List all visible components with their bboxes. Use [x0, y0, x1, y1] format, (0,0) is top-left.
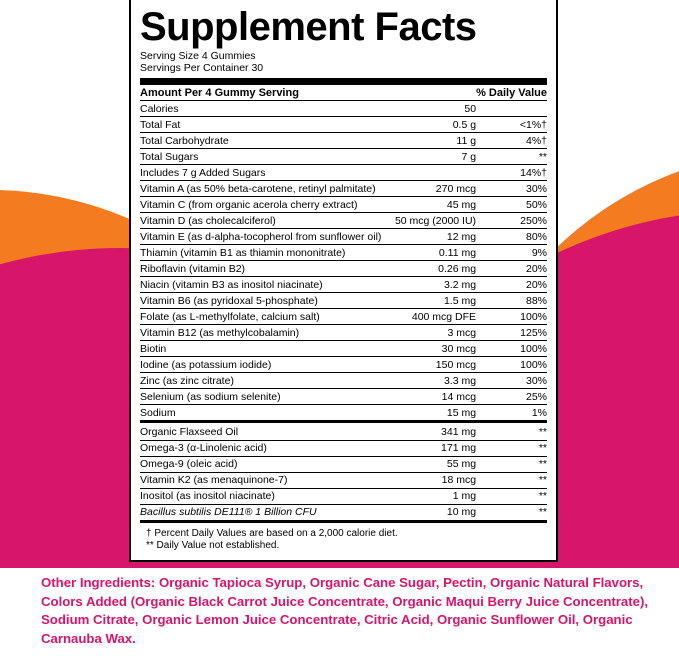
nutrient-daily-value: 250%: [476, 213, 547, 229]
nutrient-daily-value: 100%: [476, 341, 547, 357]
footnotes: [140, 523, 547, 553]
nutrient-daily-value: 30%: [476, 373, 547, 389]
nutrient-name: Niacin (vitamin B3 as inositol niacinate): [140, 277, 392, 293]
table-row: [140, 165, 547, 181]
table-row: [140, 117, 547, 133]
nutrient-amount: 15 mg: [392, 405, 477, 422]
nutrient-amount: 1 mg: [392, 488, 477, 504]
nutrient-name: Omega-9 (oleic acid): [140, 456, 392, 472]
servings-per-container: Servings Per Container 30: [140, 62, 264, 74]
nutrient-daily-value: 14%†: [476, 165, 547, 181]
nutrient-amount: [392, 165, 477, 181]
nutrient-daily-value: 25%: [476, 389, 547, 405]
nutrient-daily-value: **: [476, 504, 547, 521]
nutrient-daily-value: 80%: [476, 229, 547, 245]
nutrient-amount: 45 mg: [392, 197, 477, 213]
table-row: [140, 325, 547, 341]
supplement-facts-panel: [129, 0, 558, 562]
nutrient-amount: 10 mg: [392, 504, 477, 521]
other-ingredients-text: Organic Tapioca Syrup, Organic Cane Sugar, Pectin, Organic Natural Flavors, Colors Added (Organic Black Carrot Juice Concentrate, Organic Maqui Berry Juice Concentrate), Sodium Citrate, Organic Lemon Juice Concentrate, Citric Acid, Organic Sunflower Oil, Organic Carnauba Wax.: [41, 575, 649, 646]
table-row: [140, 133, 547, 149]
nutrient-amount: 1.5 mg: [392, 293, 477, 309]
nutrient-daily-value: 30%: [476, 181, 547, 197]
nutrient-name: Total Sugars: [140, 149, 392, 165]
other-ingredients-label: Other Ingredients:: [41, 575, 156, 590]
nutrient-daily-value: **: [476, 422, 547, 441]
nutrient-daily-value: 4%†: [476, 133, 547, 149]
nutrient-name: Vitamin E (as d-alpha-tocopherol from sunflower oil): [140, 229, 392, 245]
nutrient-daily-value: [476, 101, 547, 117]
table-row: [140, 456, 547, 472]
nutrient-amount: 30 mcg: [392, 341, 477, 357]
nutrient-amount: 3.3 mg: [392, 373, 477, 389]
nutrient-name: Inositol (as inositol niacinate): [140, 488, 392, 504]
table-row: [140, 405, 547, 422]
nutrient-name: Riboflavin (vitamin B2): [140, 261, 392, 277]
nutrient-daily-value: 20%: [476, 277, 547, 293]
nutrient-daily-value: **: [476, 149, 547, 165]
nutrient-daily-value: 88%: [476, 293, 547, 309]
nutrient-amount: 400 mcg DFE: [392, 309, 477, 325]
nutrient-rows-secondary: [140, 422, 547, 522]
table-row: [140, 245, 547, 261]
serving-size: Serving Size 4 Gummies: [140, 50, 256, 62]
nutrient-daily-value: <1%†: [476, 117, 547, 133]
nutrient-amount: 171 mg: [392, 440, 477, 456]
page-title: Supplement Facts: [140, 5, 477, 49]
nutrient-name: Includes 7 g Added Sugars: [140, 165, 392, 181]
table-row: [140, 389, 547, 405]
nutrient-daily-value: 20%: [476, 261, 547, 277]
table-header-row: [140, 85, 547, 101]
nutrient-name: Vitamin B12 (as methylcobalamin): [140, 325, 392, 341]
nutrient-daily-value: 100%: [476, 357, 547, 373]
amount-per-serving-header: Amount Per 4 Gummy Serving: [140, 85, 476, 101]
nutrient-name: Sodium: [140, 405, 392, 422]
nutrient-daily-value: **: [476, 440, 547, 456]
other-ingredients: [41, 574, 651, 648]
nutrient-name: Omega-3 (α-Linolenic acid): [140, 440, 392, 456]
nutrient-name: Thiamin (vitamin B1 as thiamin mononitrate): [140, 245, 392, 261]
nutrient-amount: 0.26 mg: [392, 261, 477, 277]
nutrient-name: Vitamin C (from organic acerola cherry extract): [140, 197, 392, 213]
table-row: [140, 357, 547, 373]
table-row: [140, 293, 547, 309]
nutrient-name: Iodine (as potassium iodide): [140, 357, 392, 373]
nutrient-name: Total Fat: [140, 117, 392, 133]
nutrient-rows: [140, 101, 547, 422]
nutrition-table: [140, 85, 547, 523]
table-row: [140, 373, 547, 389]
table-row: [140, 309, 547, 325]
nutrient-daily-value: **: [476, 488, 547, 504]
nutrient-amount: 7 g: [392, 149, 477, 165]
table-row: [140, 472, 547, 488]
footnote-asterisk: ** Daily Value not established.: [146, 540, 280, 551]
table-row: [140, 229, 547, 245]
table-row: [140, 504, 547, 521]
nutrient-name: Total Carbohydrate: [140, 133, 392, 149]
table-row: [140, 101, 547, 117]
nutrition-table-body: [140, 85, 547, 101]
nutrient-amount: 11 g: [392, 133, 477, 149]
nutrient-daily-value: **: [476, 472, 547, 488]
table-row: [140, 488, 547, 504]
table-row: [140, 277, 547, 293]
nutrient-name: Calories: [140, 101, 392, 117]
nutrient-amount: 50 mcg (2000 IU): [392, 213, 477, 229]
nutrient-daily-value: 9%: [476, 245, 547, 261]
nutrient-amount: 0.5 g: [392, 117, 477, 133]
nutrient-name: Folate (as L-methylfolate, calcium salt): [140, 309, 392, 325]
nutrient-name: Bacillus subtilis DE111® 1 Billion CFU: [140, 504, 392, 521]
nutrient-name: Biotin: [140, 341, 392, 357]
nutrient-name: Vitamin K2 (as menaquinone-7): [140, 472, 392, 488]
daily-value-header: % Daily Value: [476, 86, 547, 99]
table-row: [140, 440, 547, 456]
nutrient-amount: 0.11 mg: [392, 245, 477, 261]
nutrient-name: Vitamin D (as cholecalciferol): [140, 213, 392, 229]
nutrient-daily-value: 1%: [476, 405, 547, 422]
nutrient-amount: 55 mg: [392, 456, 477, 472]
nutrient-amount: 150 mcg: [392, 357, 477, 373]
table-row: [140, 261, 547, 277]
thick-divider: [140, 78, 547, 85]
table-row: [140, 197, 547, 213]
nutrient-name: Selenium (as sodium selenite): [140, 389, 392, 405]
nutrient-amount: 270 mcg: [392, 181, 477, 197]
table-row: [140, 213, 547, 229]
nutrient-daily-value: 50%: [476, 197, 547, 213]
nutrient-name: Vitamin B6 (as pyridoxal 5-phosphate): [140, 293, 392, 309]
nutrient-amount: 12 mg: [392, 229, 477, 245]
nutrient-amount: 14 mcg: [392, 389, 477, 405]
table-row: [140, 422, 547, 441]
nutrient-amount: 3 mcg: [392, 325, 477, 341]
nutrient-name: Organic Flaxseed Oil: [140, 422, 392, 441]
nutrient-amount: 18 mcg: [392, 472, 477, 488]
nutrient-daily-value: **: [476, 456, 547, 472]
nutrient-daily-value: 125%: [476, 325, 547, 341]
nutrient-daily-value: 100%: [476, 309, 547, 325]
table-row: [140, 149, 547, 165]
table-row: [140, 181, 547, 197]
table-row: [140, 341, 547, 357]
nutrient-amount: 50: [392, 101, 477, 117]
nutrient-amount: 341 mg: [392, 422, 477, 441]
nutrient-name: Zinc (as zinc citrate): [140, 373, 392, 389]
footnote-dagger: † Percent Daily Values are based on a 2,000 calorie diet.: [146, 527, 398, 539]
nutrient-amount: 3.2 mg: [392, 277, 477, 293]
nutrient-name: Vitamin A (as 50% beta-carotene, retinyl palmitate): [140, 181, 392, 197]
